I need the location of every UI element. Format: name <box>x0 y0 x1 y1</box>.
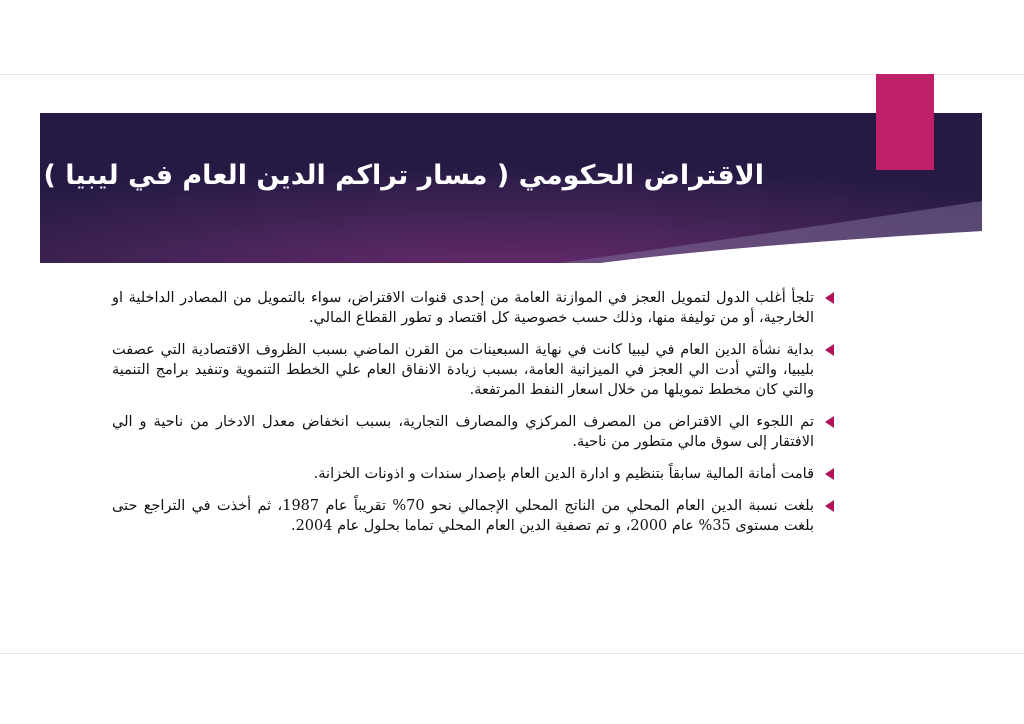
bullet-list <box>112 288 834 548</box>
bullet-item <box>112 464 834 484</box>
bullet-item <box>112 288 834 328</box>
bullet-arrow-icon <box>825 416 834 428</box>
bullet-text: تم اللجوء الي الاقتراض من المصرف المركزي والمصارف التجارية، بسبب انخفاض معدل الادخار من ناحية و الي الافتقار إلى سوق مالي متطور من ناحية. <box>112 414 814 450</box>
bullet-arrow-icon <box>825 468 834 480</box>
bullet-text: تلجأ أغلب الدول لتمويل العجز في الموازنة العامة من إحدى قنوات الاقتراض، سواء بالتمويل من المصادر الداخلية او الخارجية، أو من توليفة منها، وذلك حسب خصوصية كل اقتصاد و تطور القطاع المالي. <box>112 290 814 326</box>
bullet-arrow-icon <box>825 292 834 304</box>
bullet-text: قامت أمانة المالية سابقاً بتنظيم و ادارة الدين العام بإصدار سندات و اذونات الخزانة. <box>313 466 814 482</box>
bullet-item <box>112 496 834 536</box>
bullet-text: بلغت نسبة الدين العام المحلي من الناتج المحلي الإجمالي نحو 70% تقريباً عام 1987، ثم أخذت في التراجع حتى بلغت مستوى 35% عام 2000، و تم تصفية الدين العام المحلي تماما بحلول عام 2004. <box>112 498 815 534</box>
bullet-text: بداية نشأة الدين العام في ليبيا كانت في نهاية السبعينات من القرن الماضي بسبب الظروف الاقتصادية التي عصفت بليبيا، والتي أدت الي العجز في الميزانية العامة، بسبب زيادة الانفاق العام علي الخطط التنموية وتنفيد برامج التنمية والتي كان مخطط تمويلها من خلال اسعار النفط المرتفعة. <box>112 342 814 398</box>
bullet-item <box>112 412 834 452</box>
bullet-arrow-icon <box>825 344 834 356</box>
slide-title: الاقتراض الحكومي ( مسار تراكم الدين العام في ليبيا ) <box>43 160 764 191</box>
accent-bar <box>876 74 934 170</box>
bullet-item <box>112 340 834 400</box>
bullet-arrow-icon <box>825 500 834 512</box>
